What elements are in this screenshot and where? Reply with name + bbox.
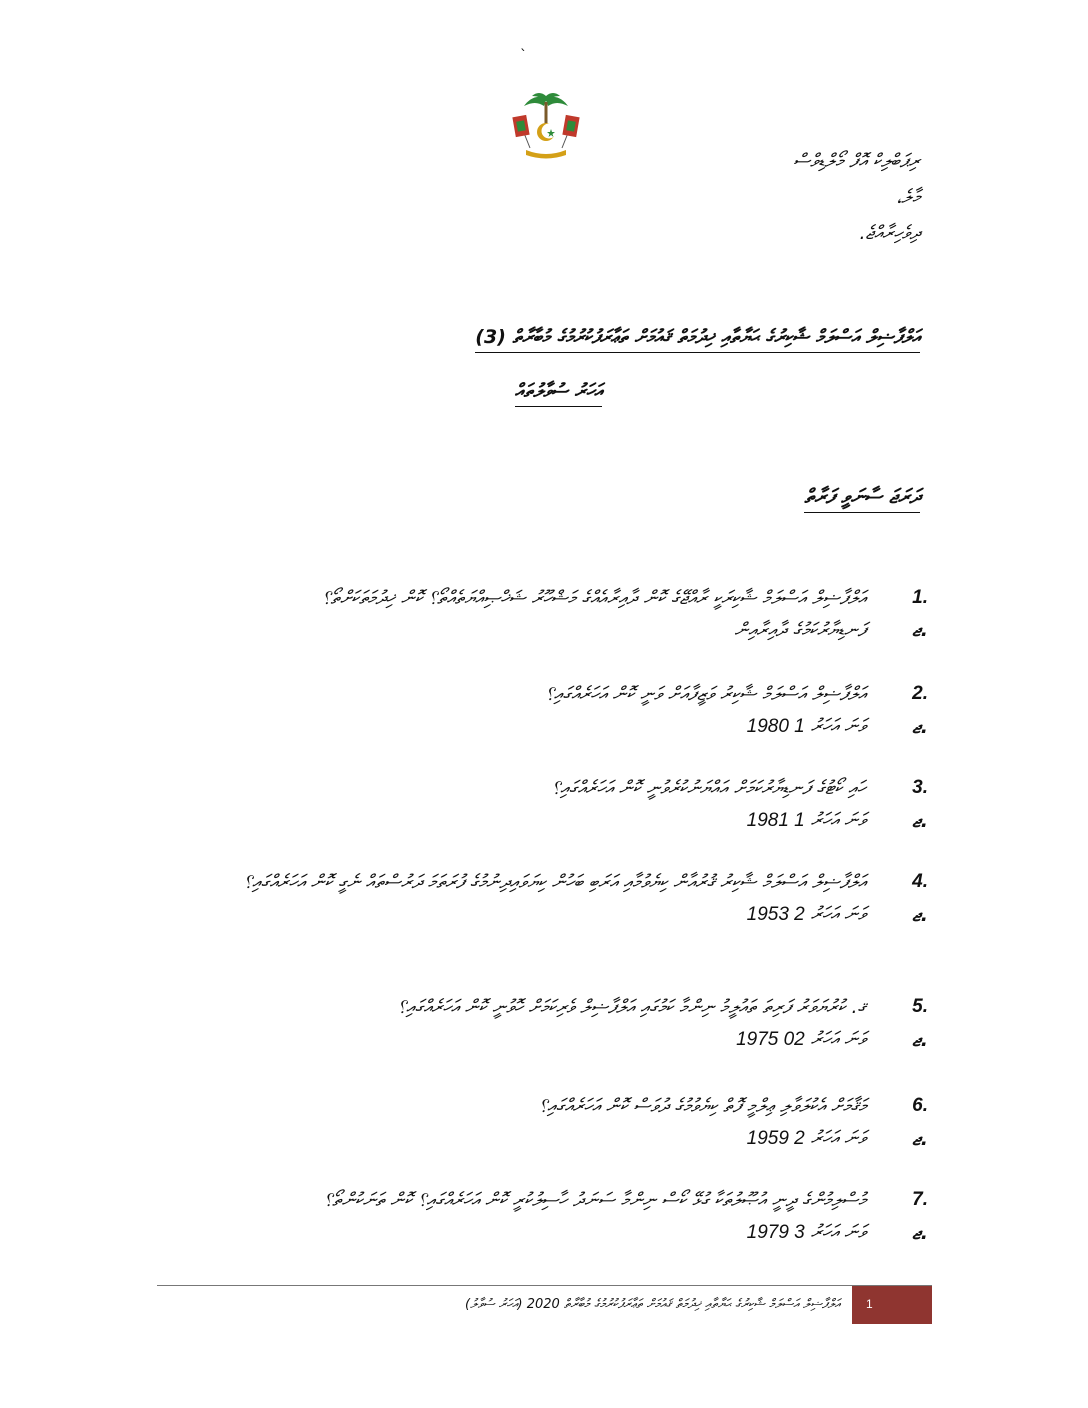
answer-label: ވަނަ އަހަރު [810, 903, 866, 925]
answer-year: 1980 1 [746, 716, 805, 737]
document-title [120, 326, 920, 348]
answer-text: ފަނޑިޔާރުކަމުގެ ދާއިރާއިން [734, 619, 866, 641]
question-text: ހައި ކޯޓުގެ ފަނޑިޔާރުކަމަށް އައްޔަނުކުރެވުނީ ކޮން އަހަރެއްގައި؟ [551, 777, 866, 799]
answer-mark: ޖ. [912, 809, 928, 832]
org-line-2: މާލެ، [896, 186, 920, 208]
answer-mark: ޖ. [912, 1221, 928, 1244]
question-item [168, 680, 928, 741]
question-text: ޤ. ކުރުޔަވަރު ފަރިތަ ތައުލީމު ނިންމާ ކަމުގައި އަލްފާޟިލް ވެރިކަމަށް ހޮވުނީ ކޮން އަހަރެއްގައި؟ [397, 996, 866, 1018]
answer-text [747, 1218, 866, 1247]
answer-label: ވަނަ އަހަރު [810, 809, 866, 831]
org-line-3: ދިވެހިރާއްޖެ. [859, 222, 920, 244]
question-number: 2. [912, 683, 928, 704]
answer-year: 1953 2 [746, 904, 805, 925]
answer-text [747, 712, 866, 741]
answer-year: 1979 3 [746, 1222, 805, 1243]
section-heading-text: ދަރަޖަ ސާނަވީ ފަރާތް [804, 484, 920, 513]
answer-mark: ޖ. [912, 619, 928, 641]
answer-year: 1975 02 [736, 1029, 805, 1050]
answer-mark: ޖ. [912, 903, 928, 926]
answer-text [736, 1025, 866, 1054]
document-subtitle-text: އަހަރު ސުވާލުތައް [515, 380, 602, 407]
answer-year: 1981 1 [746, 810, 805, 831]
question-number: 1. [912, 587, 928, 608]
question-text: އަލްފާޟިލް އަސްލަމް ޝާކިރު ޤުރުއާން ކިޔެވުމާއި އަރަބި ބަހުން ކިޔަވައިދިނުމުގެ ފުރަތަމަ ދަރުސްތައް ނެގީ ކޮން އަހަރެއްގައި؟ [243, 871, 866, 893]
question-number: 7. [912, 1189, 928, 1210]
footer-divider [157, 1285, 932, 1286]
answer-mark: ޖ. [912, 715, 928, 738]
question-number: 5. [912, 996, 928, 1017]
question-item [168, 584, 928, 644]
page-number: 1 [866, 1297, 873, 1311]
question-text: އަލްފާޟިލް އަސްލަމް ޝާކިރަކީ ރާއްޖޭގެ ކޮން ދާއިރާއެއްގެ މަޝްހޫރު ޝަޚްޞިއްޔަތެއްތޯ؟ ކޮން ޚިދުމަތަކަށްތޯ؟ [322, 587, 866, 609]
section-heading [520, 484, 920, 508]
document-title-text: އަލްފާޟިލް އަސްލަމް ޝާކިރުގެ ޙަޔާތާއި ޚިދުމަތް ޤައުމަށް ތަޢާރަފުކުރުމުގެ މުބާރާތް (3) [475, 326, 920, 353]
question-number: 4. [912, 871, 928, 892]
question-text: މުސްލިމުންގެ ދީނީ އުޞޫލުތަކާ ގުޅޭ ކޯސް ނިންމާ ސަނަދު ހާސިލުކުރީ ކޮން އަހަރެއްގައި؟ ކޮން ތަނަކުންތޯ؟ [323, 1189, 866, 1211]
answer-text [747, 806, 866, 835]
answer-text [747, 1124, 866, 1153]
page-number-box [852, 1286, 932, 1324]
org-line-1: ރިޕަބްލިކް އޮފް މޯލްޑިވްސް [793, 150, 920, 172]
answer-mark: ޖ. [912, 1127, 928, 1150]
question-item [168, 1186, 928, 1247]
organization-block [620, 143, 920, 251]
tick-mark: ` [520, 48, 527, 64]
answer-text [747, 900, 866, 929]
answer-label: ވަނަ އަހަރު [810, 1028, 866, 1050]
answer-label: ވަނަ އަހަރު [810, 1127, 866, 1149]
question-item [168, 1092, 928, 1153]
question-number: 6. [912, 1095, 928, 1116]
question-item [168, 993, 928, 1054]
question-item [168, 774, 928, 835]
answer-year: 1959 2 [746, 1128, 805, 1149]
question-item [168, 868, 928, 929]
document-subtitle [202, 380, 602, 402]
question-text: އަލްފާޟިލް އަސްލަމް ޝާކިރު ވަޒީފާއަށް ވަނީ ކޮން އަހަރެއްގައި؟ [545, 683, 866, 705]
question-number: 3. [912, 777, 928, 798]
answer-mark: ޖ. [912, 1028, 928, 1051]
answer-label: ވަނަ އަހަރު [810, 715, 866, 737]
question-text: މަޤާމަށް އެކުލަވާލި ޢިލްމީ ފޮތް ކިޔެވުމުގެ ދުވަސް ކޮން އަހަރެއްގައި؟ [538, 1095, 866, 1117]
answer-label: ވަނަ އަހަރު [810, 1221, 866, 1243]
state-emblem-icon [506, 92, 586, 162]
footer-text: އަލްފާޟިލް އަސްލަމް ޝާކިރުގެ ޙަޔާތާއި ޚިދުމަތް ޤައުމަށް ތަޢާރަފުކުރުމުގެ މުބާރާތް 2020 (އަހަރު ސުވާލު) [465, 1297, 840, 1312]
